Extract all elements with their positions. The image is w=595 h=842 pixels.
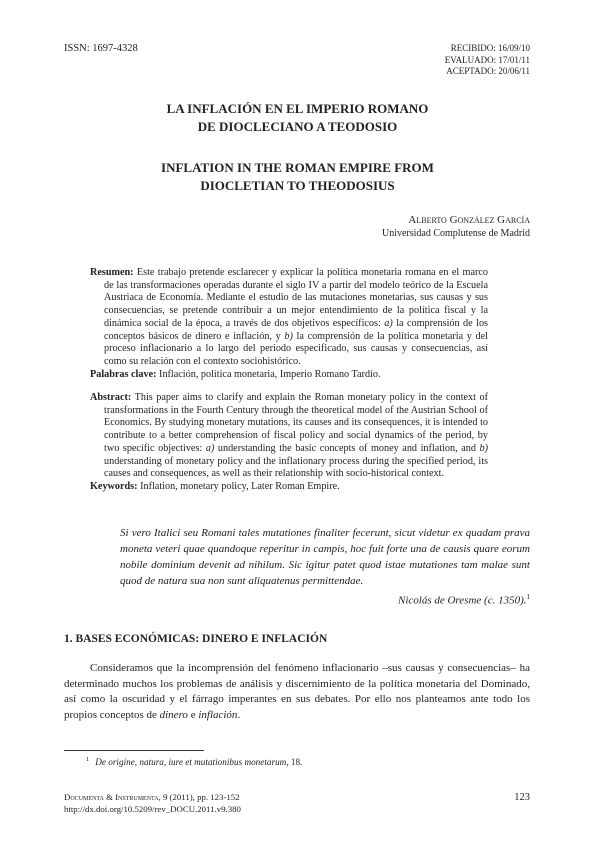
keywords-paragraph (90, 481, 488, 494)
abstract-block (90, 392, 488, 494)
keywords-text: Inflation, monetary policy, Later Roman Empire. (137, 480, 340, 492)
quote-attribution-line (120, 589, 530, 609)
quote-footnote-ref: 1 (526, 593, 530, 601)
abstract-label: Abstract: (90, 392, 132, 403)
abstract-item-a: a) (205, 442, 215, 454)
palabras-clave-text: Inflación, política monetaria, Imperio Romano Tardío. (156, 368, 381, 380)
submission-dates (445, 43, 530, 78)
abstract-paragraph (90, 392, 488, 481)
body-text-1: Consideramos que la incomprensión del fenómeno inflacionario –sus causas y consecuencias– ha determinado muchos los problemas de análisis y discernimiento de la política monetaria del Dominado, así como la oscuridad y el fárrago imperantes en sus debates. Por ello nos planteamos ante todo los propios conceptos de (64, 662, 530, 721)
doi-link[interactable]: http://dx.doi.org/10.5209/rev_DOCU.2011.v9.380 (64, 803, 241, 814)
page-number: 123 (514, 792, 530, 803)
quote-text: Si vero Italici seu Romani tales mutationes finaliter fecerunt, sicut videtur ex quadam prava moneta veteri quae quandoque reperitur in campis, hoc fuit forte una de causis quare eorum nobile dominium devenit ad nihilum. Sic igitur patet quod istae mutationes tam malae sunt quod de natura sua non sunt aliquatenus permittendae. (120, 527, 530, 587)
evaluated-date: EVALUADO: 17/01/11 (444, 54, 530, 65)
footnote-suffix: , 18. (286, 757, 303, 768)
term-inflacion: inflación (198, 708, 238, 721)
palabras-clave-label: Palabras clave: (90, 368, 157, 380)
title-es-line2: DE DIOCLECIANO A TEODOSIO (197, 119, 398, 134)
footnote-rule (64, 750, 204, 751)
abstract-text-1: This paper aims to clarify and explain the Roman monetary policy in the context of transformations in the Fourth Century through the theoretical model of the Austrian School of Economics. By studying monetary mutations, its causes and its consequences, it is intended to contribute to a better comprehension of fiscal policy and social dynamics of the period, by two specific objectives: (104, 392, 488, 454)
body-end: . (237, 708, 241, 721)
footnote (86, 756, 302, 767)
footnote-title: De origine, natura, iure et mutationibus monetarum (95, 757, 287, 768)
resumen-paragraph (90, 267, 488, 369)
quote-attribution: Nicolás de Oresme (c. 1350). (397, 594, 527, 607)
resumen-item-a: a) (384, 317, 393, 329)
resumen-text-1: Este trabajo pretende esclarecer y explicar la política monetaria romana en el marco de las transformaciones operadas durante el siglo IV a partir del modelo teórico de la Escuela Austriaca de Economía. Mediante el estudio de las mutaciones monetarias, sus causas y sus consecuencias, se pretende contribuir a un mejor entendimiento de la política fiscal y la dinámica social de la época, a través de dos objetivos específicos: (104, 267, 488, 329)
body-conj: e (187, 708, 199, 721)
title-es-line1: LA INFLACIÓN EN EL IMPERIO ROMANO (166, 101, 429, 116)
resumen-text-3: la comprensión de la política monetaria y del proceso inflacionario a lo largo del periodo especificado, sus causas y consecuencias, así como su relación con el contexto sociohistórico. (104, 330, 488, 367)
journal-name: Documenta & Instrumenta (64, 792, 159, 802)
body-paragraph (64, 661, 530, 723)
resumen-block (90, 267, 488, 381)
title-en-line2: DIOCLETIAN TO THEODOSIUS (200, 178, 395, 193)
palabras-clave-paragraph (90, 369, 488, 382)
journal-footer (64, 792, 241, 815)
journal-issue: , 9 (2011), pp. 123-152 (158, 792, 240, 802)
section-heading: 1. BASES ECONÓMICAS: DINERO E INFLACIÓN (64, 633, 328, 645)
abstract-text-3: understanding of monetary policy and the inflationary process during the specified period, its causes and consequences, as well as their relationship with socio-historical context. (104, 455, 488, 480)
author-block (382, 214, 530, 240)
abstract-text-2: understanding the basic concepts of money and inflation, and (214, 442, 480, 454)
epigraph-quote (120, 525, 530, 609)
received-date: RECIBIDO: 16/09/10 (450, 43, 530, 53)
resumen-label: Resumen: (90, 267, 134, 278)
title-spanish (0, 100, 595, 136)
keywords-label: Keywords: (90, 480, 138, 492)
term-dinero: dinero (159, 708, 188, 721)
author-affiliation: Universidad Complutense de Madrid (381, 228, 530, 239)
footnote-number: 1 (86, 756, 90, 763)
author-name: Alberto González García (408, 214, 530, 226)
resumen-item-b: b) (284, 330, 293, 342)
title-en-line1: INFLATION IN THE ROMAN EMPIRE FROM (161, 160, 434, 175)
accepted-date: ACEPTADO: 20/06/11 (446, 66, 530, 76)
abstract-item-b: b) (479, 442, 489, 454)
resumen-text-2: la comprensión de los conceptos básicos de dinero e inflación, y (104, 317, 489, 342)
issn: ISSN: 1697-4328 (64, 43, 138, 54)
journal-citation (64, 792, 241, 804)
title-english (0, 159, 595, 195)
